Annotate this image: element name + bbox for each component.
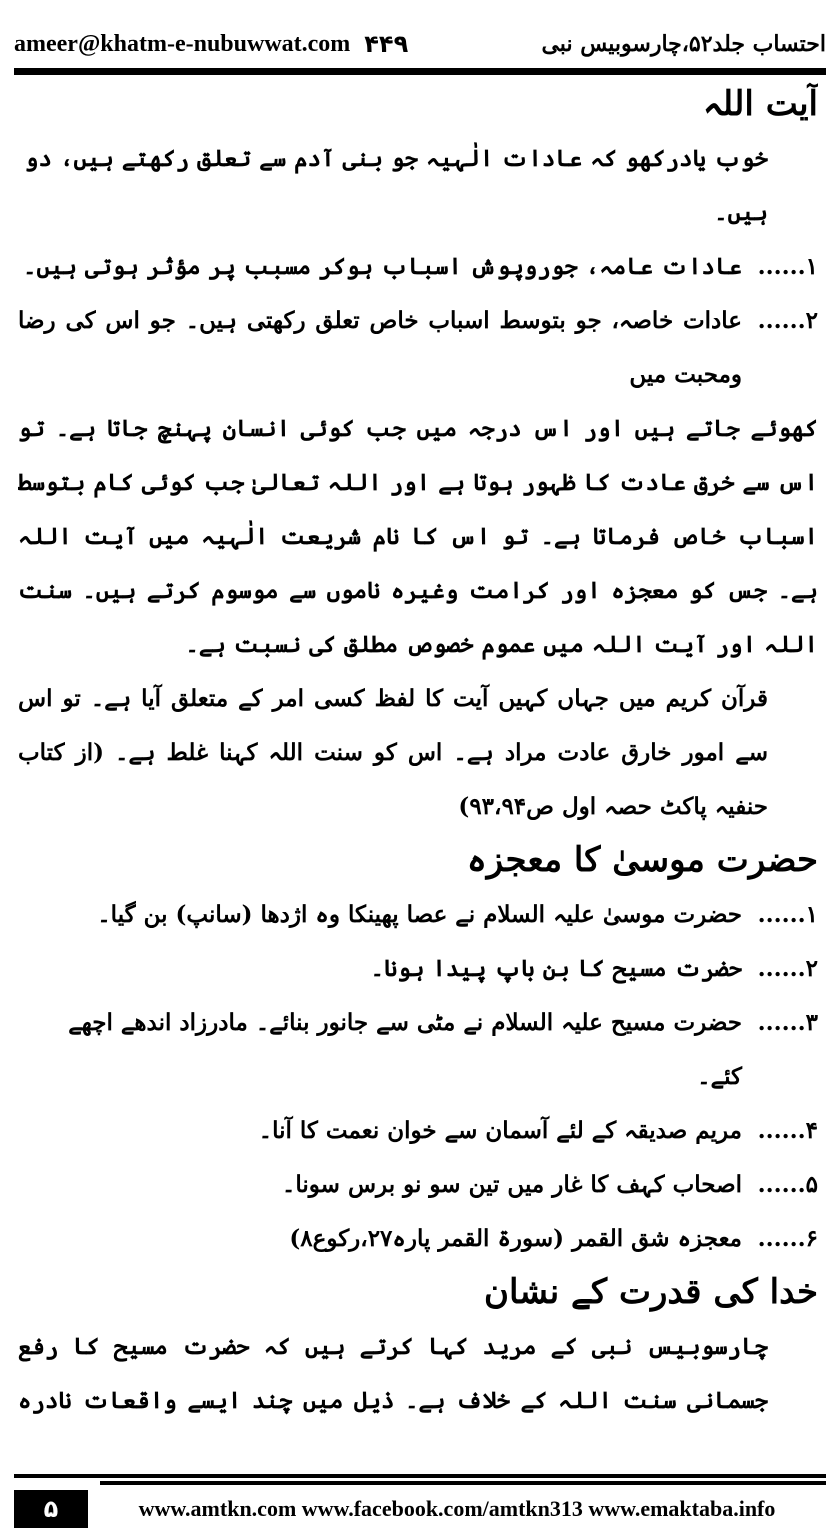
list-item — [18, 1212, 818, 1266]
list-item — [18, 240, 818, 294]
footer-links[interactable]: www.amtkn.com www.facebook.com/amtkn313 www.emaktaba.info — [138, 1496, 776, 1521]
item-number: ۳...... — [757, 1009, 818, 1036]
musa-miracle-list — [18, 888, 818, 1266]
footer-rule — [14, 1474, 826, 1478]
item-text: عادات عامہ، جوروپوش اسباب ہوکر مسبب پر مؤثر ہوتی ہیں۔ — [23, 253, 742, 280]
item-number: ۶...... — [757, 1225, 818, 1252]
list-item — [18, 888, 818, 942]
item-number: ۲...... — [757, 307, 818, 334]
item-text: حضرت موسیٰ علیہ السلام نے عصا پھینکا وہ اژدھا (سانپ) بن گیا۔ — [97, 901, 742, 928]
item-text: حضرت مسیح علیہ السلام نے مٹی سے جانور بنائے۔ مادرزاد اندھے اچھے کئے۔ — [68, 1009, 742, 1090]
list-item — [18, 942, 818, 996]
heading-signs-of-power: خدا کی قدرت کے نشان — [484, 1272, 818, 1312]
heading-ayatullah: آیت اللہ — [702, 84, 818, 124]
item-number: ۲...... — [757, 955, 818, 982]
footer-rule-secondary — [100, 1481, 826, 1485]
page-content — [18, 78, 818, 1440]
header-left — [14, 30, 408, 58]
heading-musa-miracle: حضرت موسیٰ کا معجزہ — [466, 840, 818, 880]
footer-badge: ۵ — [14, 1490, 88, 1528]
header-email[interactable]: ameer@khatm-e-nubuwwat.com — [14, 30, 351, 57]
signs-paragraph: چارسوبیس نبی کے مرید کہا کرتے ہیں کہ حضرت مسیح کا رفع جسمانی سنت اللہ کے خلاف ہے۔ ذیل میں چند ایسے واقعات نادرہ — [18, 1333, 768, 1414]
list-item — [18, 996, 818, 1104]
item-number: ۱...... — [757, 253, 818, 280]
ayatullah-intro: خوب یادرکھو کہ عادات الٰہیہ جو بنی آدم سے تعلق رکھتے ہیں، دو ہیں۔ — [25, 145, 768, 226]
item-number: ۵...... — [757, 1171, 818, 1198]
header-rule — [14, 68, 826, 75]
page-number: ۴۴۹ — [364, 30, 409, 58]
list-item — [18, 294, 818, 402]
item-number: ۱...... — [757, 901, 818, 928]
ayatullah-paragraph-1: کھوئے جاتے ہیں اور اس درجہ میں جب کوئی انسان پہنچ جاتا ہے۔ تو اس سے خرق عادت کا ظہور ہوتا ہے اور اللہ تعالیٰ جب کوئی کام بتوسط اسباب خاص فرماتا ہے۔ تو اس کا نام شریعت الٰہیہ میں آیت اللہ ہے۔ جس کو معجزہ اور کرامت وغیرہ ناموں سے موسوم کرتے ہیں۔ سنت اللہ اور آیت اللہ میں عموم خصوص مطلق کی نسبت ہے۔ — [18, 415, 818, 658]
page-header — [14, 22, 826, 66]
ayatullah-paragraph-2: قرآن کریم میں جہاں کہیں آیت کا لفظ کسی امر کے متعلق آیا ہے۔ تو اس سے امور خارق عادت مراد ہے۔ اس کو سنت اللہ کہنا غلط ہے۔ (از کتاب حنفیہ پاکٹ حصہ اول ص۹۳،۹۴) — [18, 685, 768, 820]
item-number: ۴...... — [757, 1117, 818, 1144]
item-text: مریم صدیقہ کے لئے آسمان سے خوان نعمت کا آنا۔ — [258, 1117, 742, 1144]
item-text: معجزہ شق القمر (سورۃ القمر پارہ۲۷،رکوع۸) — [289, 1225, 742, 1252]
item-text: اصحاب کہف کا غار میں تین سو نو برس سونا۔ — [281, 1171, 742, 1198]
item-text: عادات خاصہ، جو بتوسط اسباب خاص تعلق رکھتی ہیں۔ جو اس کی رضا ومحبت میں — [18, 307, 742, 388]
running-title: احتساب جلد۵۲،چارسوبیس نبی — [541, 31, 826, 57]
list-item — [18, 1158, 818, 1212]
item-text: حضرت مسیح کا بن باپ پیدا ہونا۔ — [370, 955, 742, 982]
list-item — [18, 1104, 818, 1158]
page-footer — [14, 1490, 826, 1528]
